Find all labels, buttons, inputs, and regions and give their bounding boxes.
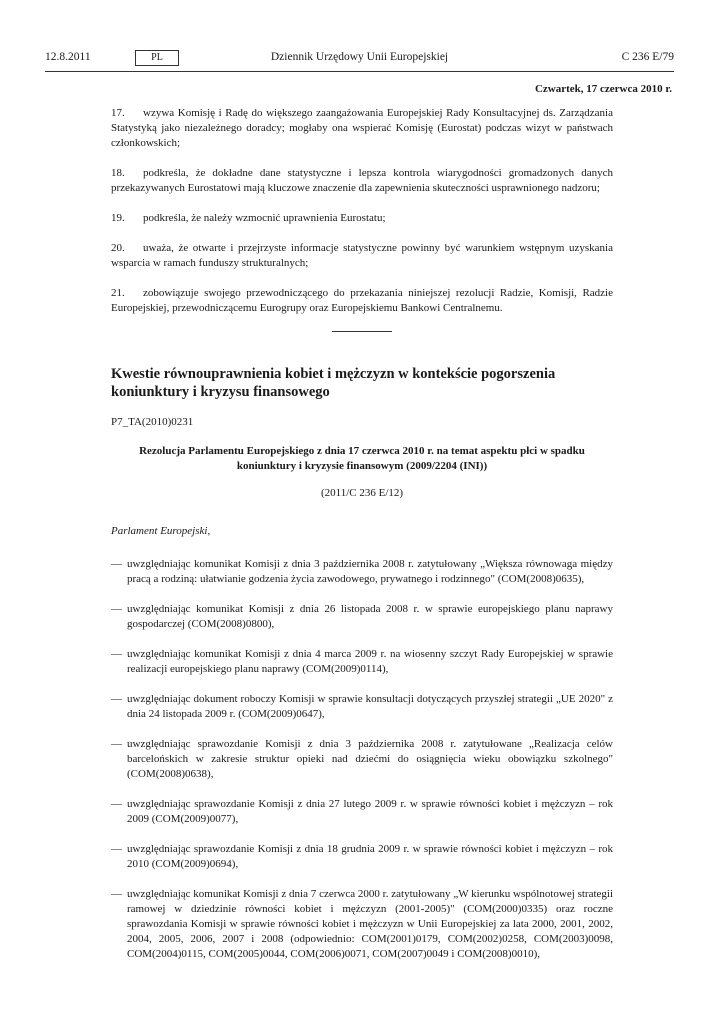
list-item-text: uwzględniając sprawozdanie Komisji z dnia 3 października 2008 r. zatytułowane „Realizacja celów barcelońskich w zakresie struktur opieki nad dziećmi do osiągnięcia wieku obowiązku szkolnego" (COM(2008)0638), — [127, 738, 613, 780]
dash-marker: — — [111, 603, 122, 615]
list-item — [111, 557, 613, 587]
paragraph — [111, 286, 613, 316]
paragraph-number: 17. — [111, 107, 125, 119]
paragraph-number: 18. — [111, 167, 125, 179]
dash-marker: — — [111, 798, 122, 810]
list-item — [111, 842, 613, 872]
list-item-text: uwzględniając komunikat Komisji z dnia 3 października 2008 r. zatytułowany „Większa równowaga między pracą a rodziną: ułatwianie godzenia życia zawodowego, prywatnego i rodzinnego" (COM(2008)0635), — [127, 558, 613, 585]
list-item — [111, 602, 613, 632]
dash-marker: — — [111, 888, 122, 900]
session-date: Czwartek, 17 czerwca 2010 r. — [534, 83, 672, 95]
list-item — [111, 692, 613, 722]
paragraph-text: podkreśla, że należy wzmocnić uprawnienia Eurostatu; — [143, 212, 386, 224]
journal-title: Dziennik Urzędowy Unii Europejskiej — [270, 51, 449, 63]
citation-list — [111, 557, 613, 962]
header-date: 12.8.2011 — [45, 51, 91, 63]
paragraph-text: zobowiązuje swojego przewodniczącego do przekazania niniejszej rezolucji Radzie, Komisji, Radzie Europejskiej, przewodniczącemu Eurogrupy oraz Europejskiemu Bankowi Centralnemu. — [111, 287, 613, 314]
list-item-text: uwzględniając komunikat Komisji z dnia 7 czerwca 2000 r. zatytułowany „W kierunku wspólnotowej strategii ramowej w dziedzinie równości kobiet i mężczyzn (2001-2005)" (COM(2000)0335) oraz roczne sprawozdania Komisji w sprawie równości kobiet i mężczyzn w Unii Europejskiej za lata 2000, 2001, 2002, 2004, 2005, 2006, 2007 i 2008 (odpowiednio: COM(2001)0179, COM(2002)0258, COM(2003)0098, COM(2004)0115, COM(2005)0044, COM(2006)0071, COM(2007)0049 i COM(2008)0010), — [127, 888, 613, 960]
list-item-text: uwzględniając dokument roboczy Komisji w sprawie konsultacji dotyczących przyszłej strategii „UE 2020" z dnia 24 listopada 2009 r. (COM(2009)0647), — [127, 693, 613, 720]
list-item — [111, 887, 613, 962]
dash-marker: — — [111, 693, 122, 705]
paragraph — [111, 106, 613, 151]
oj-reference: (2011/C 236 E/12) — [320, 487, 404, 499]
dash-marker: — — [111, 843, 122, 855]
list-item-text: uwzględniając komunikat Komisji z dnia 26 listopada 2008 r. w sprawie europejskiego planu naprawy gospodarczej (COM(2008)0800), — [127, 603, 613, 630]
list-item-text: uwzględniając sprawozdanie Komisji z dnia 27 lutego 2009 r. w sprawie równości kobiet i mężczyzn – rok 2009 (COM(2009)0077), — [127, 798, 613, 825]
dash-marker: — — [111, 738, 122, 750]
document-reference: P7_TA(2010)0231 — [111, 416, 194, 428]
intro-line: Parlament Europejski, — [111, 525, 211, 537]
list-item-text: uwzględniając komunikat Komisji z dnia 4 marca 2009 r. na wiosenny szczyt Rady Europejskiej w sprawie realizacji europejskiego planu naprawy (COM(2009)0114), — [127, 648, 613, 675]
paragraph — [111, 166, 613, 196]
language-badge: PL — [135, 50, 179, 66]
paragraph — [111, 241, 613, 271]
paragraph — [111, 211, 613, 226]
page-reference: C 236 E/79 — [621, 51, 674, 63]
list-item-text: uwzględniając sprawozdanie Komisji z dnia 18 grudnia 2009 r. w sprawie równości kobiet i mężczyzn – rok 2010 (COM(2009)0694), — [127, 843, 613, 870]
list-item — [111, 797, 613, 827]
paragraph-number: 20. — [111, 242, 125, 254]
document-body — [111, 106, 613, 977]
list-item — [111, 647, 613, 677]
list-item — [111, 737, 613, 782]
section-heading: Kwestie równouprawnienia kobiet i mężczyzn w kontekście pogorszenia koniunktury i kryzysu finansowego — [111, 366, 556, 400]
page-header — [45, 50, 674, 68]
dash-marker: — — [111, 648, 122, 660]
dash-marker: — — [111, 558, 122, 570]
section-separator — [332, 331, 392, 332]
header-rule — [45, 71, 674, 72]
paragraph-text: uważa, że otwarte i przejrzyste informacje statystyczne powinny być warunkiem wstępnym uzyskania wsparcia w ramach funduszy strukturalnych; — [111, 242, 613, 269]
resolution-title: Rezolucja Parlamentu Europejskiego z dnia 17 czerwca 2010 r. na temat aspektu płci w spadku koniunktury i kryzysie finansowym (2009/2204 (INI)) — [139, 445, 585, 472]
paragraph-number: 19. — [111, 212, 125, 224]
paragraph-text: podkreśla, że dokładne dane statystyczne i lepsza kontrola wiarygodności gromadzonych danych przekazywanych Eurostatowi mają kluczowe znaczenie dla zapewnienia skuteczności usprawnionego nadzoru; — [111, 167, 613, 194]
paragraph-number: 21. — [111, 287, 125, 299]
paragraph-text: wzywa Komisję i Radę do większego zaangażowania Europejskiej Rady Konsultacyjnej ds. Zarządzania Statystyką jako niezależnego doradcy; mogłaby ona wspierać Komisję (Eurostat) podczas wizyt w państwach członkowskich; — [111, 107, 613, 149]
